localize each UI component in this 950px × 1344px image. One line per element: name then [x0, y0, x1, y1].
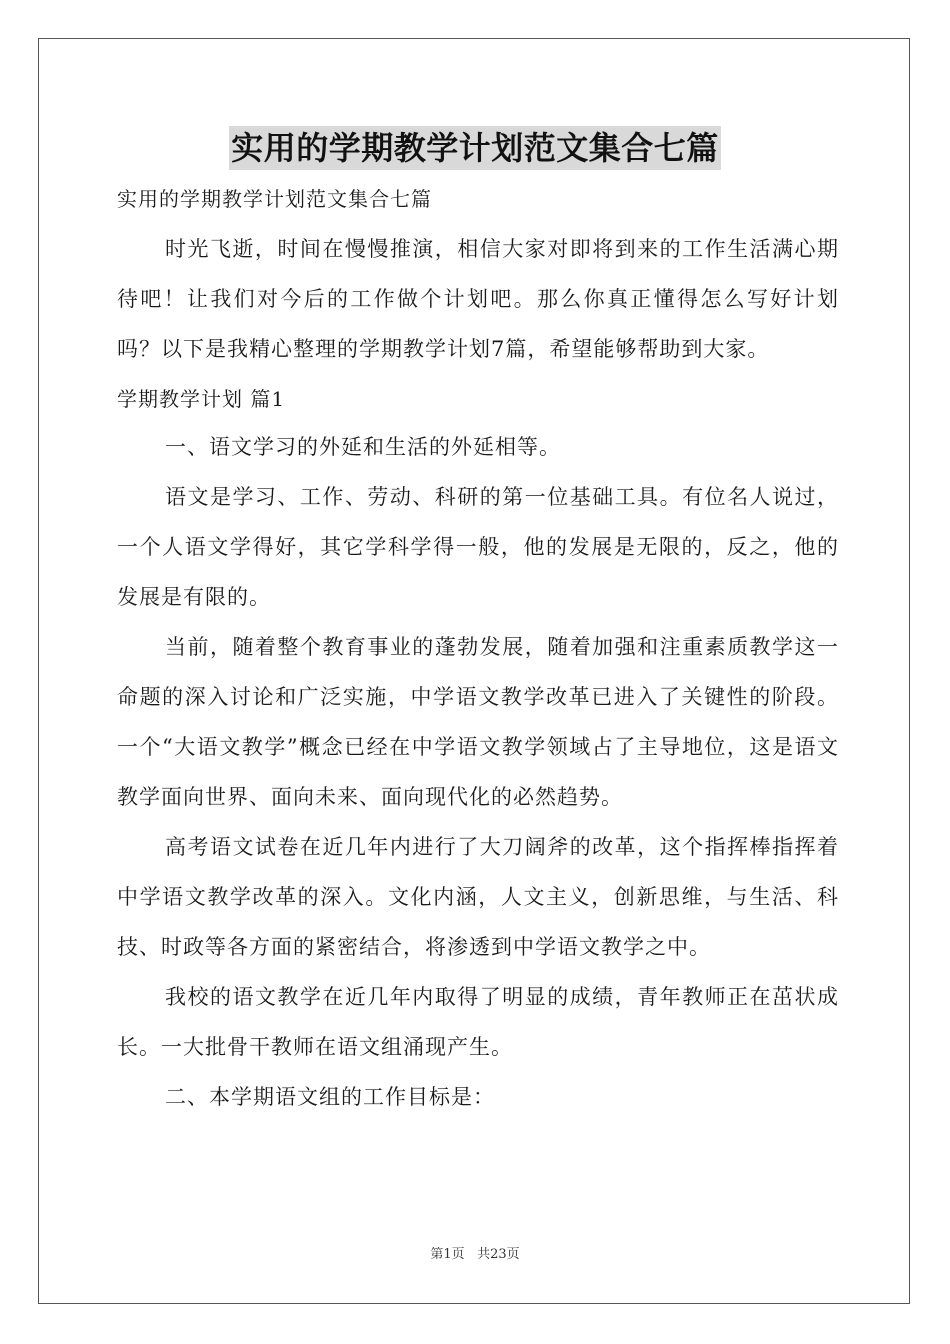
page-footer	[0, 1246, 950, 1264]
page-number: 第1页	[430, 1247, 465, 1262]
paragraph: 我校的语文教学在近几年内取得了明显的成绩，青年教师正在茁状成长。一大批骨干教师在语文组涌现产生。	[117, 985, 839, 1059]
section-heading: 学期教学计划 篇1	[117, 387, 286, 411]
paragraph: 当前，随着整个教育事业的蓬勃发展，随着加强和注重素质教学这一命题的深入讨论和广泛实施，中学语文教学改革已进入了关键性的阶段。一个“大语文教学”概念已经在中学语文教学领域占了主导地位，这是语文教学面向世界、面向未来、面向现代化的必然趋势。	[117, 635, 839, 809]
title-container	[0, 126, 950, 170]
paragraph: 一、语文学习的外延和生活的外延相等。	[165, 435, 561, 459]
document-subtitle: 实用的学期教学计划范文集合七篇	[117, 187, 432, 211]
intro-paragraph: 时光飞逝，时间在慢慢推演，相信大家对即将到来的工作生活满心期待吧！让我们对今后的工作做个计划吧。那么你真正懂得怎么写好计划吗？以下是我精心整理的学期教学计划7篇，希望能够帮助到大家。	[117, 237, 839, 361]
document-body	[117, 182, 839, 1122]
page-total: 共23页	[477, 1247, 520, 1262]
paragraph: 语文是学习、工作、劳动、科研的第一位基础工具。有位名人说过，一个人语文学得好，其它学科学得一般，他的发展是无限的，反之，他的发展是有限的。	[117, 485, 839, 609]
paragraph: 高考语文试卷在近几年内进行了大刀阔斧的改革，这个指挥棒指挥着中学语文教学改革的深入。文化内涵，人文主义，创新思维，与生活、科技、时政等各方面的紧密结合，将渗透到中学语文教学之中。	[117, 835, 839, 959]
document-title: 实用的学期教学计划范文集合七篇	[229, 126, 721, 170]
paragraph: 二、本学期语文组的工作目标是：	[165, 1085, 495, 1109]
